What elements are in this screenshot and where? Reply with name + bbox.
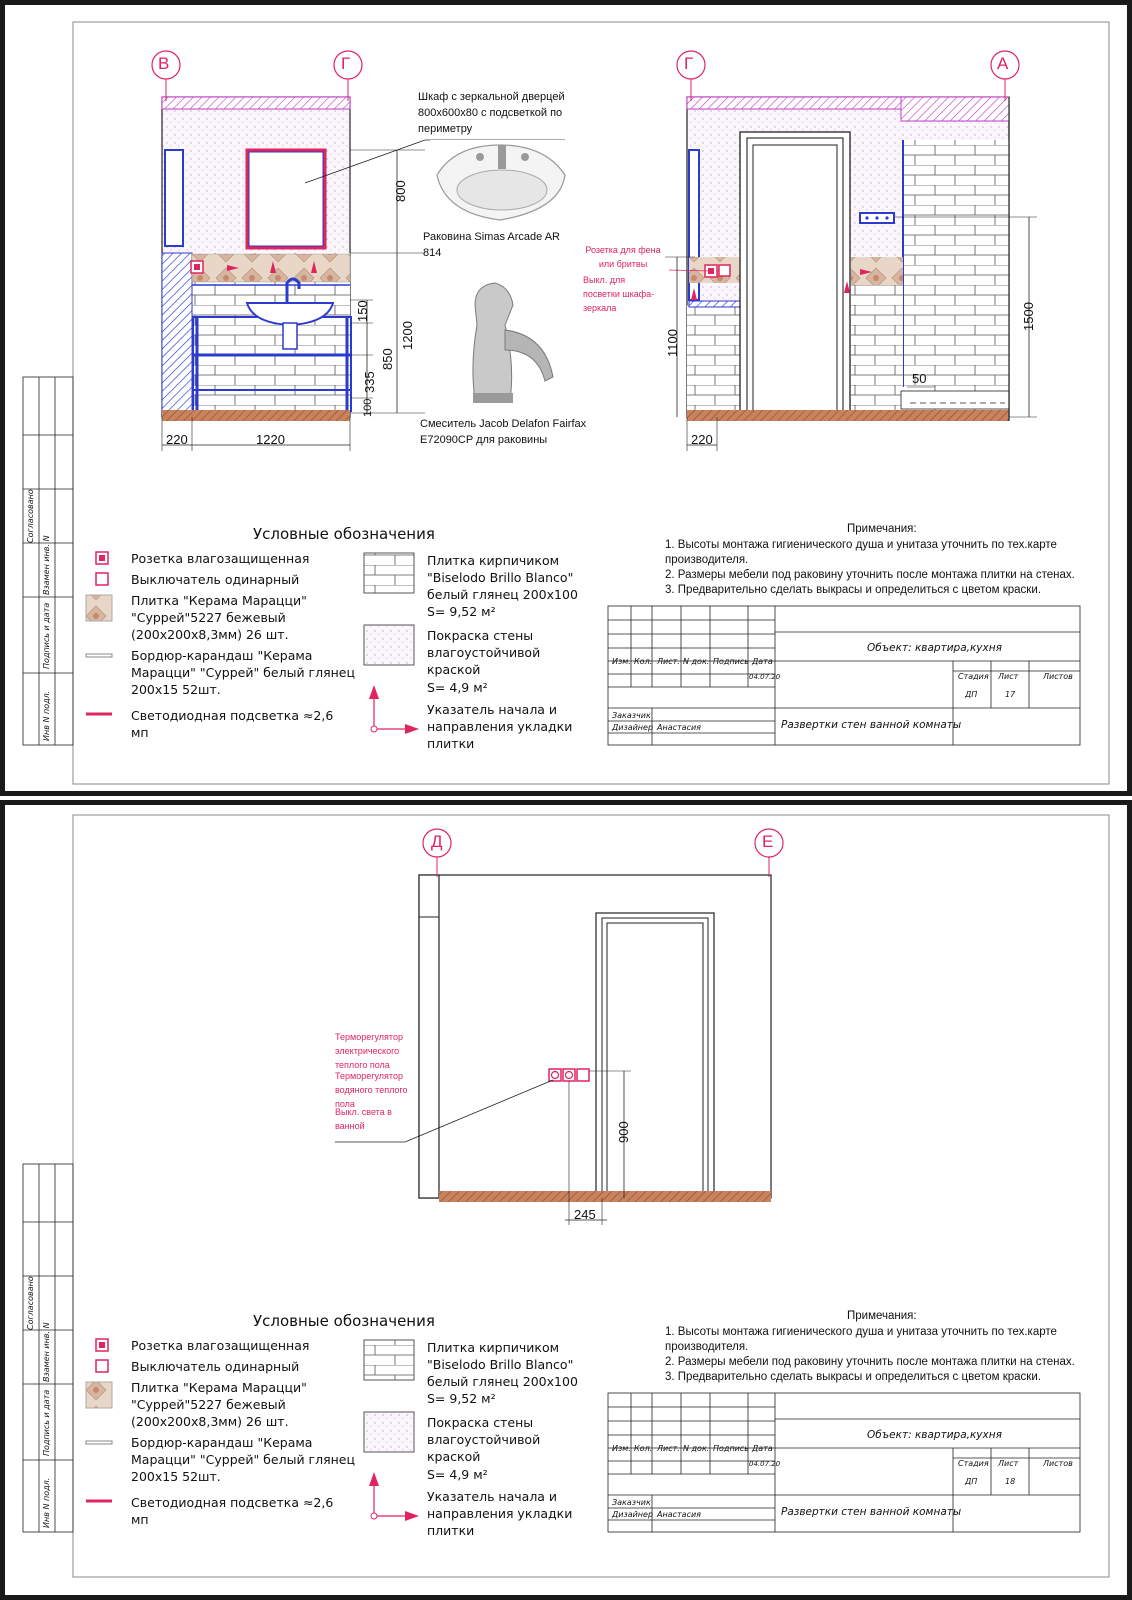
axis-label: Е — [762, 832, 774, 851]
sink-label: Раковина Simas Arcade AR 814 — [423, 231, 560, 259]
notes-title: Примечания: — [847, 523, 917, 535]
tb-header: Кол. — [634, 657, 653, 666]
mixer-label: Смеситель Jacob Delafon Fairfax E72090CP для раковины — [420, 418, 587, 446]
tb-date: 04.07.20 — [749, 673, 781, 681]
tb-designer-name: Анастасия — [657, 723, 701, 732]
axis-label: А — [997, 54, 1009, 73]
tb-sheet-header: Лист — [998, 672, 1019, 681]
legend-led: Светодиодная подсветка ≈2,6 мп — [131, 708, 334, 740]
note-item: 3. Предварительно сделать выкрасы и определиться с цветом краски. — [665, 584, 1041, 596]
legend-paint: Покраска стены влагоустойчивой краской — [427, 1415, 541, 1464]
cabinet-label: Шкаф с зеркальной дверцей 800х600х80 с подсветкой по периметру — [418, 91, 565, 135]
tb-stage: ДП — [965, 1477, 978, 1486]
stamp-replace: Взамен инв. N — [42, 1322, 51, 1382]
legend-arrow: Указатель начала и направления укладки плитки — [427, 1489, 573, 1538]
tb-header: Кол. — [634, 1444, 653, 1453]
tb-customer: Заказчик — [612, 1498, 651, 1507]
sink-image — [430, 140, 570, 230]
dimension: 150 — [355, 300, 370, 322]
tb-header: Дата — [752, 1444, 773, 1453]
mixer-image — [437, 277, 565, 407]
note-item: 2. Размеры мебели под раковину уточнить после монтажа плитки на стенах. — [665, 569, 1075, 581]
dimension: 220 — [166, 432, 188, 447]
stamp-replace: Взамен инв. N — [42, 535, 51, 595]
dimension: 1500 — [1021, 302, 1036, 331]
legend-socket: Розетка влагозащищенная — [131, 1338, 310, 1353]
socket-note: Розетка для фена или бритвы — [585, 245, 661, 269]
thermostat-electric-note: Терморегулятор электрического теплого пола — [335, 1032, 403, 1070]
tb-header: Лист. — [657, 1444, 680, 1453]
legend-tile: Плитка "Керама Марацци" "Суррей"5227 бежевый (200х200х8,3мм) 26 шт. — [131, 593, 307, 642]
drawing-sheet-1 — [0, 0, 1132, 796]
axis-label: В — [158, 54, 170, 73]
tb-stage-header: Стадия — [958, 672, 989, 681]
legend-border: Бордюр-карандаш "Керама Марацци" "Суррей" белый глянец 200х15 52шт. — [131, 648, 355, 697]
tb-sheet-number: 17 — [1005, 690, 1016, 699]
legend-title: Условные обозначения — [253, 1312, 435, 1330]
thermostat-water-note: Терморегулятор водяного теплого пола — [335, 1071, 408, 1109]
dimension: 800 — [393, 180, 408, 202]
tb-header: Подпись — [713, 1444, 749, 1453]
tb-object: Объект: квартира,кухня — [867, 642, 1002, 654]
axis-label: Г — [684, 54, 694, 73]
dimension: 1220 — [256, 432, 285, 447]
stamp-sign: Подпись и дата — [42, 1389, 51, 1456]
dimension: 335 — [362, 371, 377, 393]
switch-note: Выкл. для посветки шкафа-зеркала — [583, 275, 655, 313]
note-item: 1. Высоты монтажа гигиенического душа и унитаза уточнить по тех.карте производителя. — [665, 539, 1057, 566]
elevation-d-e — [335, 829, 783, 1225]
tb-stage: ДП — [965, 690, 978, 699]
tb-header: Изм. — [612, 1444, 631, 1453]
legend-paint-area: S= 4,9 м² — [427, 1467, 488, 1482]
dimension: 220 — [691, 432, 713, 447]
dimension: 1200 — [400, 321, 415, 350]
tb-header: Подпись — [713, 657, 749, 666]
legend-brick: Плитка кирпичиком "Biselodo Brillo Blanco" белый глянец 200х100 — [427, 553, 578, 602]
axis-label: Д — [431, 832, 443, 851]
legend-brick: Плитка кирпичиком "Biselodo Brillo Blanco" белый глянец 200х100 — [427, 1340, 578, 1389]
legend-brick-area: S= 9,52 м² — [427, 604, 496, 619]
legend-tile: Плитка "Керама Марацци" "Суррей"5227 бежевый (200х200х8,3мм) 26 шт. — [131, 1380, 307, 1429]
dimension: 850 — [380, 348, 395, 370]
dimension: 245 — [574, 1207, 596, 1222]
stamp-inv: Инв N подл. — [42, 1477, 51, 1528]
tb-header: Изм. — [612, 657, 631, 666]
legend-led: Светодиодная подсветка ≈2,6 мп — [131, 1495, 334, 1527]
note-item: 2. Размеры мебели под раковину уточнить после монтажа плитки на стенах. — [665, 1356, 1075, 1368]
light-switch-note: Выкл. света в ванной — [335, 1107, 392, 1131]
note-item: 3. Предварительно сделать выкрасы и определиться с цветом краски. — [665, 1371, 1041, 1383]
tb-header: N док. — [683, 657, 710, 666]
legend-title: Условные обозначения — [253, 525, 435, 543]
dimension: 100 — [362, 398, 374, 417]
drawing-sheet-2 — [0, 800, 1132, 1600]
dimension: 50 — [912, 371, 927, 386]
legend-paint-area: S= 4,9 м² — [427, 680, 488, 695]
tb-drawing-title: Развертки стен ванной комнаты — [781, 1506, 962, 1518]
axis-label: Г — [341, 54, 351, 73]
stamp-agreed: Согласовано — [26, 1276, 35, 1330]
tb-sheet-number: 18 — [1005, 1477, 1016, 1486]
note-item: 1. Высоты монтажа гигиенического душа и унитаза уточнить по тех.карте производителя. — [665, 1326, 1057, 1353]
tb-designer: Дизайнер — [612, 1510, 654, 1519]
tb-sheets-header: Листов — [1043, 672, 1073, 681]
tb-sheets-header: Листов — [1043, 1459, 1073, 1468]
tb-designer-name: Анастасия — [657, 1510, 701, 1519]
stamp-sign: Подпись и дата — [42, 602, 51, 669]
tb-header: Лист. — [657, 657, 680, 666]
tb-drawing-title: Развертки стен ванной комнаты — [781, 719, 962, 731]
elevation-g-a — [665, 51, 1037, 451]
tb-object: Объект: квартира,кухня — [867, 1429, 1002, 1441]
tb-sheet-header: Лист — [998, 1459, 1019, 1468]
notes-title: Примечания: — [847, 1310, 917, 1322]
tb-stage-header: Стадия — [958, 1459, 989, 1468]
dimension: 900 — [616, 1121, 631, 1143]
tb-customer: Заказчик — [612, 711, 651, 720]
dimension: 1100 — [665, 329, 680, 357]
legend-paint: Покраска стены влагоустойчивой краской — [427, 628, 541, 677]
tb-header: Дата — [752, 657, 773, 666]
stamp-inv: Инв N подл. — [42, 690, 51, 741]
legend-socket: Розетка влагозащищенная — [131, 551, 310, 566]
tb-designer: Дизайнер — [612, 723, 654, 732]
legend-switch: Выключатель одинарный — [131, 1359, 300, 1374]
stamp-agreed: Согласовано — [26, 489, 35, 543]
legend-brick-area: S= 9,52 м² — [427, 1391, 496, 1406]
legend-switch: Выключатель одинарный — [131, 572, 300, 587]
tb-header: N док. — [683, 1444, 710, 1453]
legend-arrow: Указатель начала и направления укладки плитки — [427, 702, 573, 751]
tb-date: 04.07.20 — [749, 1460, 781, 1468]
legend-border: Бордюр-карандаш "Керама Марацци" "Суррей" белый глянец 200х15 52шт. — [131, 1435, 355, 1484]
